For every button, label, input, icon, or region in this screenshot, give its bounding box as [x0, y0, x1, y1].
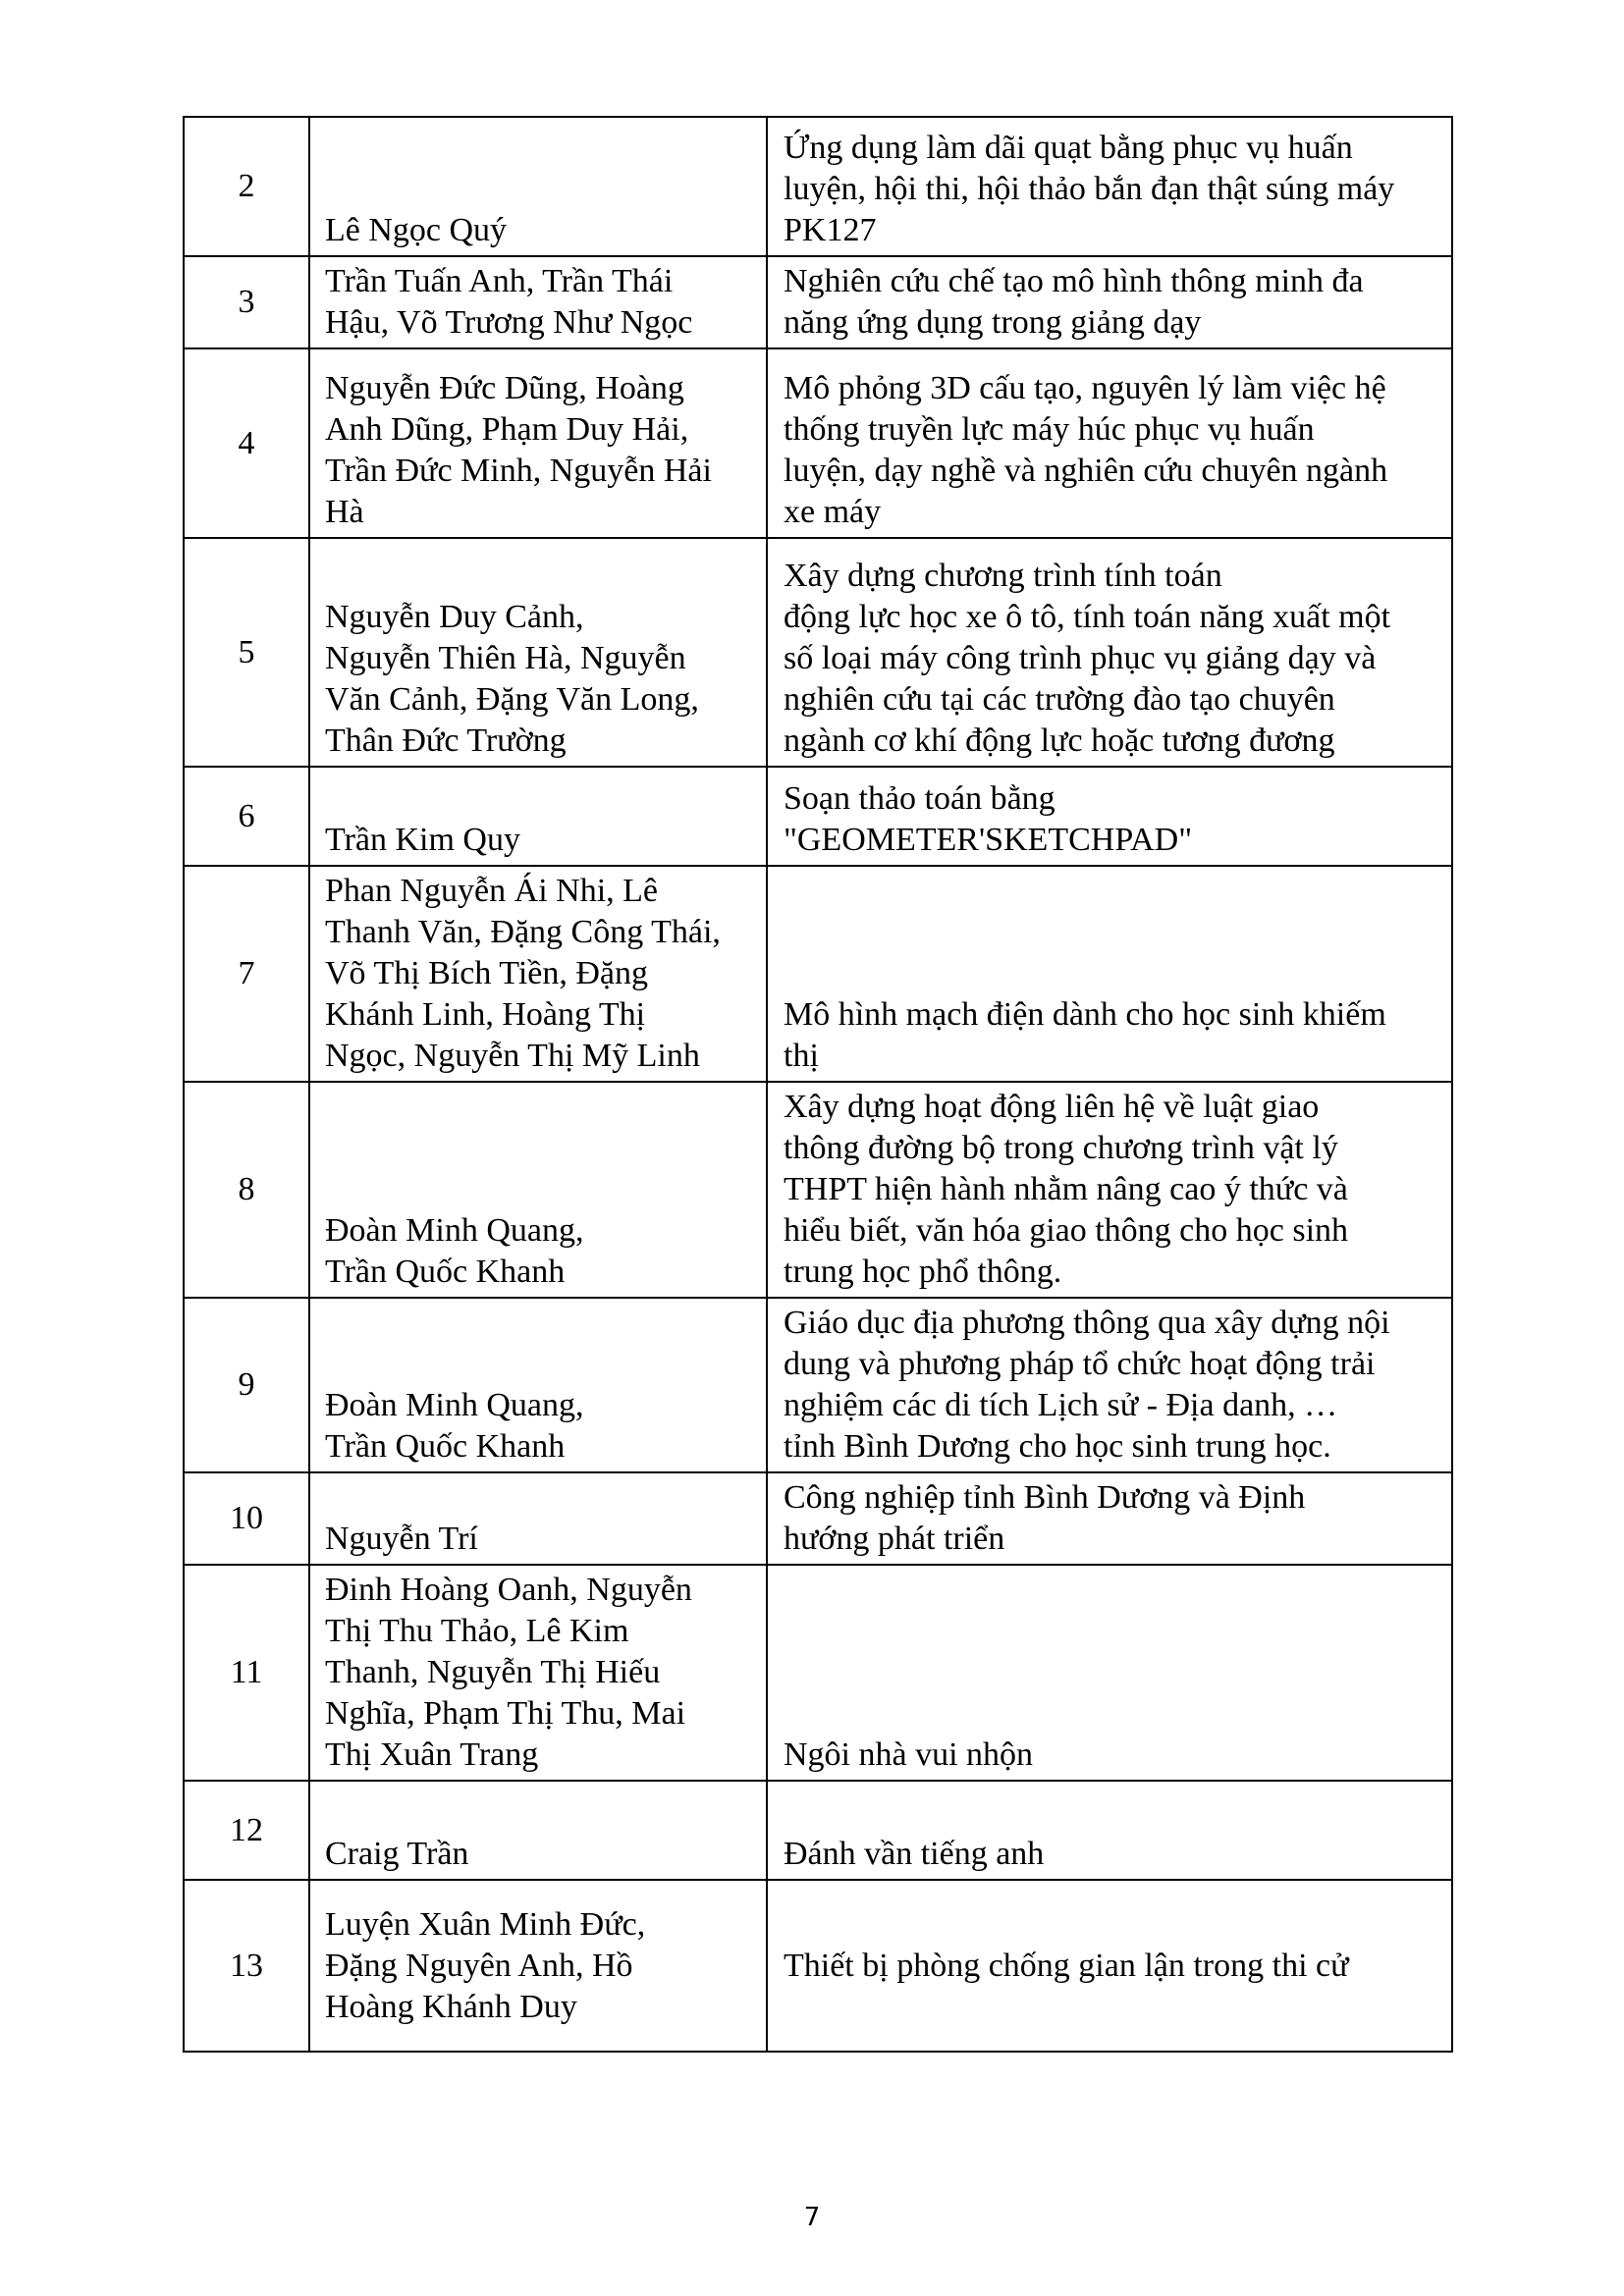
entries-table — [183, 116, 1453, 2053]
row-title: Đánh vần tiếng anh — [767, 1781, 1452, 1880]
row-authors: Nguyễn Đức Dũng, Hoàng Anh Dũng, Phạm Duy Hải, Trần Đức Minh, Nguyễn Hải Hà — [309, 348, 767, 538]
row-authors: Luyện Xuân Minh Đức, Đặng Nguyên Anh, Hồ Hoàng Khánh Duy — [309, 1880, 767, 2052]
row-number: 3 — [184, 256, 309, 348]
row-title: Ứng dụng làm dãi quạt bằng phục vụ huấn luyện, hội thi, hội thảo bắn đạn thật súng máy PK127 — [767, 117, 1452, 256]
row-title: Nghiên cứu chế tạo mô hình thông minh đa năng ứng dụng trong giảng dạy — [767, 256, 1452, 348]
row-number: 11 — [184, 1565, 309, 1781]
table-row — [184, 117, 1452, 256]
row-title: Giáo dục địa phương thông qua xây dựng nội dung và phương pháp tổ chức hoạt động trải nghiệm các di tích Lịch sử - Địa danh, … tỉnh Bình Dương cho học sinh trung học. — [767, 1298, 1452, 1472]
table-row — [184, 1781, 1452, 1880]
row-authors: Lê Ngọc Quý — [309, 117, 767, 256]
row-title: Mô hình mạch điện dành cho học sinh khiếm thị — [767, 866, 1452, 1082]
row-authors: Phan Nguyễn Ái Nhi, Lê Thanh Văn, Đặng Công Thái, Võ Thị Bích Tiền, Đặng Khánh Linh, Hoàng Thị Ngọc, Nguyễn Thị Mỹ Linh — [309, 866, 767, 1082]
row-number: 2 — [184, 117, 309, 256]
row-authors: Trần Tuấn Anh, Trần Thái Hậu, Võ Trương Như Ngọc — [309, 256, 767, 348]
row-number: 12 — [184, 1781, 309, 1880]
table-row — [184, 767, 1452, 866]
table-row — [184, 866, 1452, 1082]
row-authors: Đoàn Minh Quang, Trần Quốc Khanh — [309, 1298, 767, 1472]
row-authors: Trần Kim Quy — [309, 767, 767, 866]
row-number: 5 — [184, 538, 309, 767]
row-authors: Craig Trần — [309, 1781, 767, 1880]
table-row — [184, 256, 1452, 348]
row-number: 9 — [184, 1298, 309, 1472]
row-title: Xây dựng chương trình tính toán động lực học xe ô tô, tính toán năng xuất một số loại máy công trình phục vụ giảng dạy và nghiên cứu tại các trường đào tạo chuyên ngành cơ khí động lực hoặc tương đương — [767, 538, 1452, 767]
table-row — [184, 1880, 1452, 2052]
row-title: Xây dựng hoạt động liên hệ về luật giao thông đường bộ trong chương trình vật lý THPT hiện hành nhằm nâng cao ý thức và hiểu biết, văn hóa giao thông cho học sinh trung học phổ thông. — [767, 1082, 1452, 1298]
row-title: Công nghiệp tỉnh Bình Dương và Định hướng phát triển — [767, 1472, 1452, 1565]
page-number: 7 — [803, 2203, 821, 2232]
table-row — [184, 1565, 1452, 1781]
row-title: Soạn thảo toán bằng "GEOMETER'SKETCHPAD" — [767, 767, 1452, 866]
table-row — [184, 1472, 1452, 1565]
table-row — [184, 538, 1452, 767]
table-row — [184, 1298, 1452, 1472]
row-authors: Nguyễn Duy Cảnh, Nguyễn Thiên Hà, Nguyễn Văn Cảnh, Đặng Văn Long, Thân Đức Trường — [309, 538, 767, 767]
row-title: Thiết bị phòng chống gian lận trong thi cử — [767, 1880, 1452, 2052]
row-title: Ngôi nhà vui nhộn — [767, 1565, 1452, 1781]
row-number: 7 — [184, 866, 309, 1082]
row-number: 4 — [184, 348, 309, 538]
row-authors: Nguyễn Trí — [309, 1472, 767, 1565]
row-authors: Đoàn Minh Quang, Trần Quốc Khanh — [309, 1082, 767, 1298]
row-number: 10 — [184, 1472, 309, 1565]
row-title: Mô phỏng 3D cấu tạo, nguyên lý làm việc hệ thống truyền lực máy húc phục vụ huấn luyện, dạy nghề và nghiên cứu chuyên ngành xe máy — [767, 348, 1452, 538]
row-number: 13 — [184, 1880, 309, 2052]
table-row — [184, 348, 1452, 538]
table-row — [184, 1082, 1452, 1298]
row-number: 6 — [184, 767, 309, 866]
row-authors: Đinh Hoàng Oanh, Nguyễn Thị Thu Thảo, Lê Kim Thanh, Nguyễn Thị Hiếu Nghĩa, Phạm Thị Thu, Mai Thị Xuân Trang — [309, 1565, 767, 1781]
row-number: 8 — [184, 1082, 309, 1298]
